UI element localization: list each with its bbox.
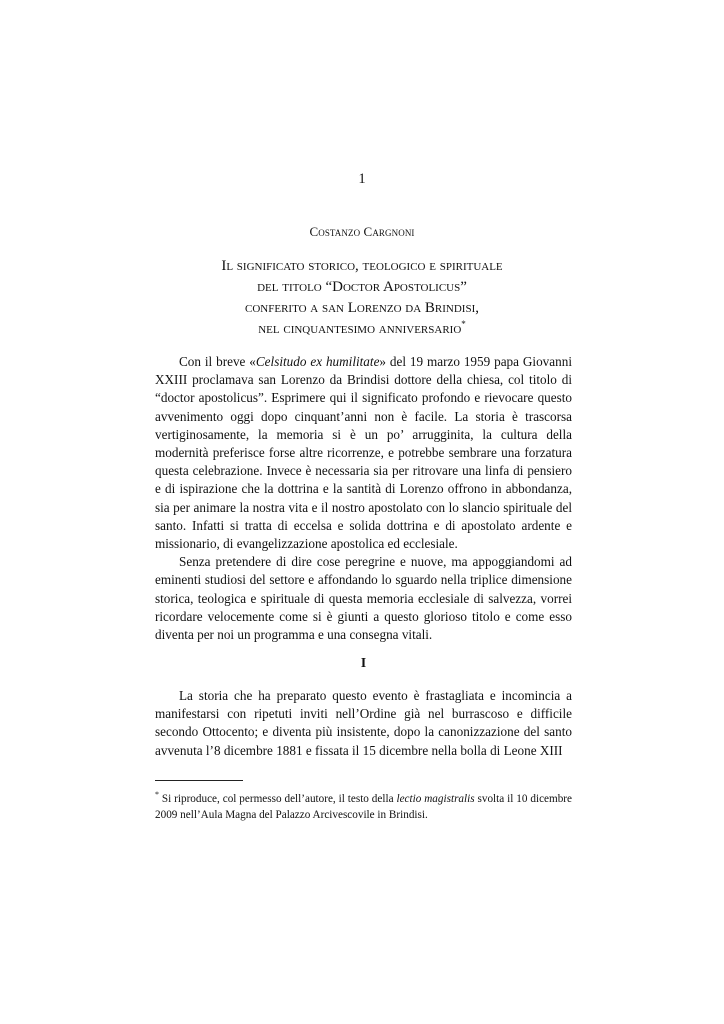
footnote-start: Si riproduce, col permesso dell’autore, il testo della	[159, 793, 397, 805]
article-title	[0, 256, 724, 340]
title-line-1: Il significato storico, teologico e spirituale	[221, 258, 503, 274]
footnote	[155, 791, 572, 823]
page-number: 1	[358, 171, 366, 187]
intro-paragraph-1	[155, 353, 572, 553]
document-title-italic: Celsitudo ex humilitate	[255, 354, 380, 369]
title-line-3: conferito a san Lorenzo da Brindisi,	[245, 300, 479, 316]
section-paragraph-1: La storia che ha preparato questo evento è frastagliata e incomincia a manifestarsi con ripetuti inviti nell’Ordine già nel burrascoso e difficile secondo Ottocento; e diventa più insistente, dopo la canonizzazione del santo avvenuta l’8 dicembre 1881 e fissata il 15 dicembre nella bolla di Leone XIII	[155, 688, 572, 758]
intro-paragraph-2: Senza pretendere di dire cose peregrine e nuove, ma appoggiandomi ad eminenti studiosi del settore e affondando lo sguardo nella triplice dimensione storica, teologica e spirituale di questa memoria ecclesiale di salvezza, vorrei ricordare velocemente come si è giunti a questo glorioso titolo e come esso diventa per noi un programma e una consegna vitali.	[155, 554, 572, 643]
footnote-marker: *	[155, 790, 159, 799]
footnote-rest: svolta il 10 dicembre 2009 nell’Aula Magna del Palazzo Arcivescovile in Brindisi.	[155, 793, 572, 821]
section-text	[155, 687, 572, 760]
footnote-reference: *	[461, 319, 466, 329]
title-line-4-text: nel cinquantesimo anniversario	[258, 321, 462, 337]
intro-text	[155, 353, 572, 644]
intro-p1-rest: » del 19 marzo 1959 papa Giovanni XXIII proclamava san Lorenzo da Brindisi dottore della chiesa, col titolo di “doctor apostolicus”. Esprimere qui il significato profondo e rievocare questo avvenimento oggi dopo cinquant’anni non è facile. La storia è trascorsa vertiginosamente, la memoria si è un po’ arrugginita, la cultura della modernità preferisce forse altre ricorrenze, e potrebbe sembrare una forzatura questa celebrazione. Invece è necessaria sia per ritrovare una linfa di pensiero e di ispirazione che la dottrina e la santità di Lorenzo offrono in abbondanza, sia per animare la nostra vita e il nostro apostolato con lo slancio spirituale del santo. Infatti si tratta di eccelsa e solida dottrina e di apostolato ardente e missionario, di evangelizzazione apostolica ed ecclesiale.	[155, 354, 572, 552]
section-heading: I	[360, 655, 367, 670]
title-line-4	[0, 319, 724, 340]
intro-p1-start: Con il breve «	[179, 354, 256, 369]
author-name: Costanzo Cargnoni	[309, 224, 415, 239]
title-line-2: del titolo “Doctor Apostolicus”	[257, 279, 467, 295]
footnote-italic: lectio magistralis	[396, 793, 475, 805]
footnote-divider	[155, 780, 243, 781]
